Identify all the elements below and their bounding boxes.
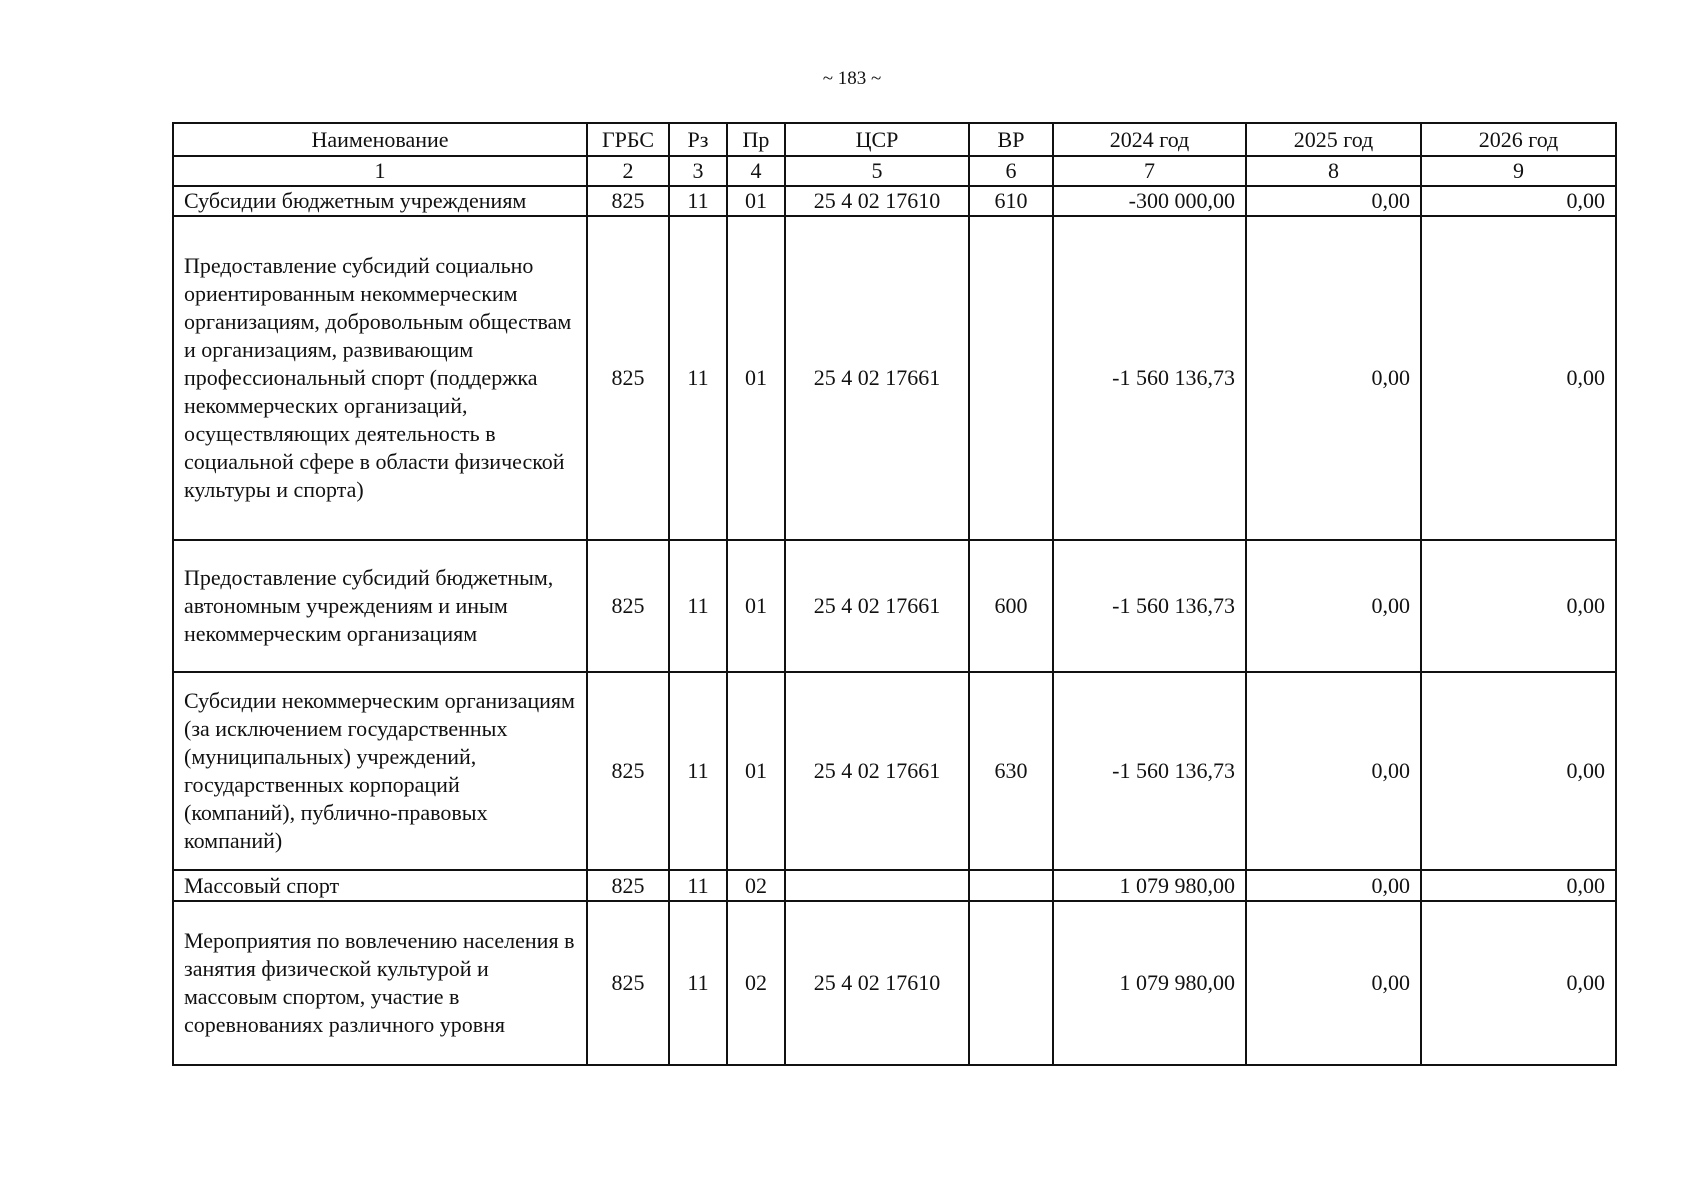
column-header-vr: ВР	[969, 123, 1053, 156]
row-amount-2025: 0,00	[1246, 186, 1421, 216]
column-header-grbs: ГРБС	[587, 123, 669, 156]
table-row	[173, 216, 1616, 540]
page-number: ~ 183 ~	[822, 68, 882, 89]
row-amount-2026: 0,00	[1421, 186, 1616, 216]
row-grbs: 825	[587, 901, 669, 1065]
row-vr: 630	[969, 672, 1053, 870]
row-amount-2025: 0,00	[1246, 672, 1421, 870]
row-vr	[969, 870, 1053, 901]
row-amount-2025: 0,00	[1246, 540, 1421, 672]
column-header-2026: 2026 год	[1421, 123, 1616, 156]
column-number: 3	[669, 156, 727, 186]
column-number: 7	[1053, 156, 1246, 186]
row-vr	[969, 216, 1053, 540]
column-number: 2	[587, 156, 669, 186]
row-vr: 610	[969, 186, 1053, 216]
row-csr: 25 4 02 17610	[785, 901, 969, 1065]
table-header-row	[173, 123, 1616, 156]
column-header-name: Наименование	[173, 123, 587, 156]
row-amount-2024: -1 560 136,73	[1053, 672, 1246, 870]
column-number-row	[173, 156, 1616, 186]
column-number: 1	[173, 156, 587, 186]
column-header-pr: Пр	[727, 123, 785, 156]
row-amount-2024: -1 560 136,73	[1053, 540, 1246, 672]
row-amount-2024: -300 000,00	[1053, 186, 1246, 216]
table-row	[173, 186, 1616, 216]
row-rz: 11	[669, 672, 727, 870]
row-csr: 25 4 02 17661	[785, 672, 969, 870]
row-csr: 25 4 02 17661	[785, 216, 969, 540]
row-amount-2024: -1 560 136,73	[1053, 216, 1246, 540]
row-name: Мероприятия по вовлечению населения в занятия физической культурой и массовым спортом, участие в соревнованиях различного уровня	[173, 901, 587, 1065]
row-rz: 11	[669, 186, 727, 216]
row-amount-2025: 0,00	[1246, 901, 1421, 1065]
row-rz: 11	[669, 216, 727, 540]
row-rz: 11	[669, 870, 727, 901]
row-name: Субсидии некоммерческим организациям (за исключением государственных (муниципальных) учреждений, государственных корпораций (компаний), публично-правовых компаний)	[173, 672, 587, 870]
row-pr: 02	[727, 870, 785, 901]
column-number: 5	[785, 156, 969, 186]
table-row	[173, 870, 1616, 901]
row-grbs: 825	[587, 216, 669, 540]
row-pr: 01	[727, 186, 785, 216]
row-vr	[969, 901, 1053, 1065]
column-number: 8	[1246, 156, 1421, 186]
row-csr: 25 4 02 17661	[785, 540, 969, 672]
row-amount-2026: 0,00	[1421, 870, 1616, 901]
column-number: 6	[969, 156, 1053, 186]
row-amount-2026: 0,00	[1421, 540, 1616, 672]
row-amount-2026: 0,00	[1421, 901, 1616, 1065]
row-csr	[785, 870, 969, 901]
column-header-2024: 2024 год	[1053, 123, 1246, 156]
row-amount-2025: 0,00	[1246, 216, 1421, 540]
row-rz: 11	[669, 901, 727, 1065]
column-header-2025: 2025 год	[1246, 123, 1421, 156]
table-row	[173, 540, 1616, 672]
row-grbs: 825	[587, 186, 669, 216]
row-pr: 01	[727, 216, 785, 540]
row-pr: 02	[727, 901, 785, 1065]
row-grbs: 825	[587, 672, 669, 870]
row-amount-2025: 0,00	[1246, 870, 1421, 901]
column-number: 4	[727, 156, 785, 186]
row-rz: 11	[669, 540, 727, 672]
row-amount-2026: 0,00	[1421, 216, 1616, 540]
row-grbs: 825	[587, 870, 669, 901]
row-amount-2024: 1 079 980,00	[1053, 870, 1246, 901]
table-row	[173, 901, 1616, 1065]
row-name: Субсидии бюджетным учреждениям	[173, 186, 587, 216]
budget-table	[172, 122, 1617, 1066]
row-pr: 01	[727, 540, 785, 672]
row-name: Предоставление субсидий социально ориентированным некоммерческим организациям, добровольным обществам и организациям, развивающим профессиональный спорт (поддержка некоммерческих организаций, осуществляющих деятельность в социальной сфере в области физической культуры и спорта)	[173, 216, 587, 540]
row-pr: 01	[727, 672, 785, 870]
row-amount-2024: 1 079 980,00	[1053, 901, 1246, 1065]
row-csr: 25 4 02 17610	[785, 186, 969, 216]
row-amount-2026: 0,00	[1421, 672, 1616, 870]
row-vr: 600	[969, 540, 1053, 672]
column-number: 9	[1421, 156, 1616, 186]
row-name: Массовый спорт	[173, 870, 587, 901]
column-header-rz: Рз	[669, 123, 727, 156]
column-header-csr: ЦСР	[785, 123, 969, 156]
row-name: Предоставление субсидий бюджетным, автономным учреждениям и иным некоммерческим организациям	[173, 540, 587, 672]
table-row	[173, 672, 1616, 870]
row-grbs: 825	[587, 540, 669, 672]
